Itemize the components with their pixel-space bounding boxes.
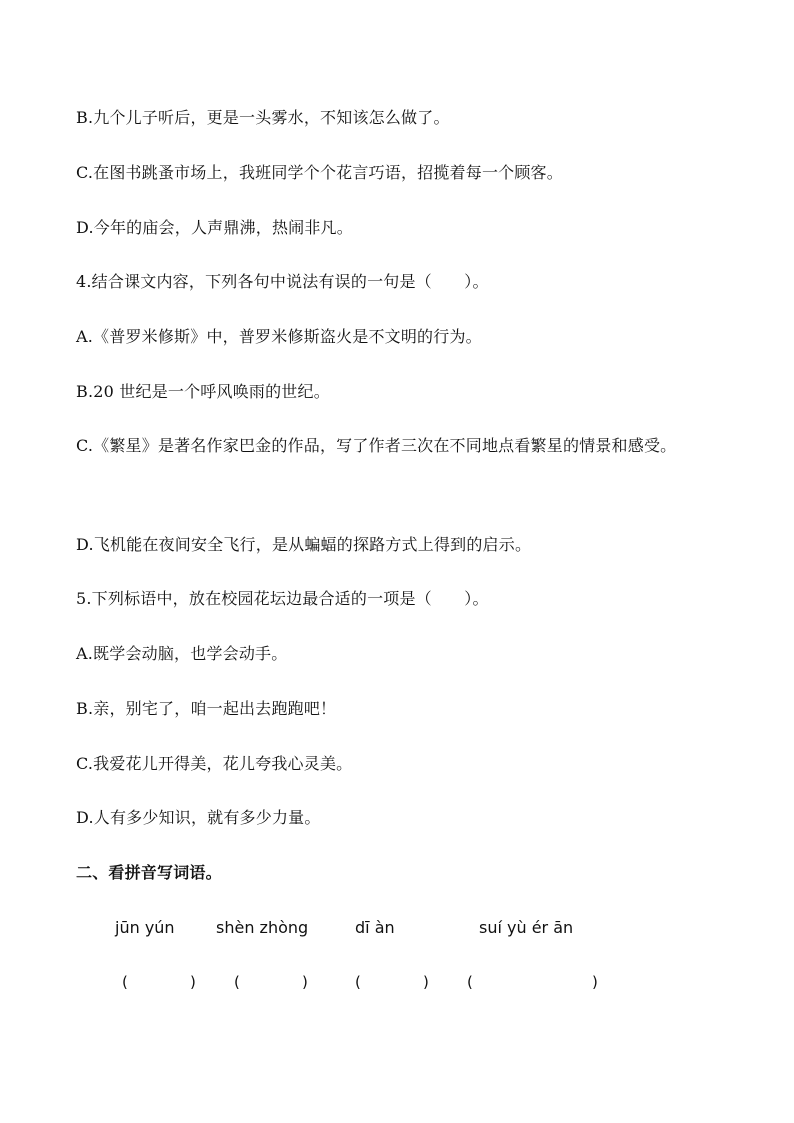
q5-option-d: D.人有多少知识，就有多少力量。 <box>76 808 321 827</box>
q5-option-a: A.既学会动脑，也学会动手。 <box>76 644 288 663</box>
q3-option-d: D.今年的庙会，人声鼎沸，热闹非凡。 <box>76 218 353 237</box>
answer-blank-3-close: ) <box>423 973 429 991</box>
q5-stem: 5.下列标语中，放在校园花坛边最合适的一项是（ ）。 <box>76 589 489 608</box>
q4-stem: 4.结合课文内容，下列各句中说法有误的一句是（ ）。 <box>76 272 489 291</box>
section-2-title: 二、看拼音写词语。 <box>76 863 222 882</box>
q4-option-a: A.《普罗米修斯》中，普罗米修斯盗火是不文明的行为。 <box>76 327 482 346</box>
answer-blank-2-close: ) <box>302 973 308 991</box>
q3-option-b: B.九个儿子听后，更是一头雾水，不知该怎么做了。 <box>76 108 450 127</box>
q4-option-b: B.20 世纪是一个呼风唤雨的世纪。 <box>76 382 330 401</box>
answer-blank-4-open: ( <box>467 973 473 991</box>
pinyin-2: shèn zhòng <box>216 918 309 937</box>
pinyin-4: suí yù ér ān <box>479 918 574 937</box>
q4-option-d: D.飞机能在夜间安全飞行，是从蝙蝠的探路方式上得到的启示。 <box>76 535 532 554</box>
answer-blank-2-open: ( <box>234 973 240 991</box>
answer-blank-1-open: ( <box>122 973 128 991</box>
pinyin-1: jūn yún <box>115 918 175 937</box>
pinyin-3: dī àn <box>355 918 395 937</box>
q4-option-c: C.《繁星》是著名作家巴金的作品，写了作者三次在不同地点看繁星的情景和感受。 <box>76 436 677 455</box>
q5-option-c: C.我爱花儿开得美，花儿夸我心灵美。 <box>76 754 353 773</box>
q5-option-b: B.亲，别宅了，咱一起出去跑跑吧！ <box>76 699 337 718</box>
answer-blank-3-open: ( <box>355 973 361 991</box>
answer-blank-4-close: ) <box>592 973 598 991</box>
q3-option-c: C.在图书跳蚤市场上，我班同学个个花言巧语，招揽着每一个顾客。 <box>76 163 563 182</box>
answer-blank-1-close: ) <box>190 973 196 991</box>
